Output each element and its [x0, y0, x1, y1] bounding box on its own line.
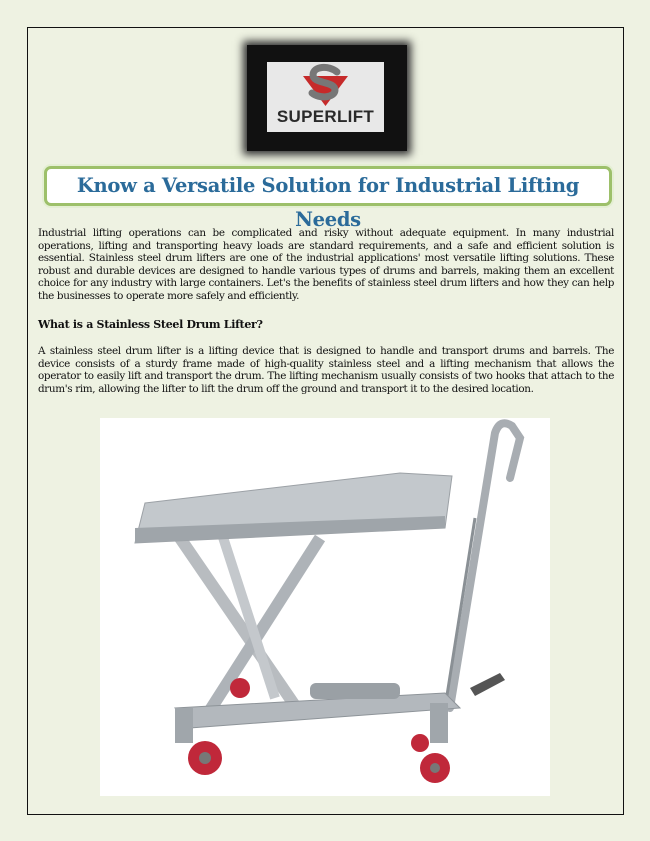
section-heading: What is a Stainless Steel Drum Lifter?	[38, 318, 263, 331]
intro-paragraph: Industrial lifting operations can be complicated and risky without adequate equipment. In many industrial operations, lifting and transporting heavy loads are standard requirements, and a safe and efficient solution is essential. Stainless steel drum lifters are one of the industrial applications' most versatile lifting solutions. These robust and durable devices are designed to handle various types of drums and barrels, making them an excellent choice for any industry with large containers. Let's the benefits of stainless steel drum lifters and how they can help the businesses to operate more safely and efficiently.	[38, 227, 614, 302]
logo-panel	[267, 62, 384, 132]
superlift-s-shield-logo-icon	[267, 62, 384, 112]
logo	[247, 45, 407, 151]
definition-paragraph: A stainless steel drum lifter is a lifting device that is designed to handle and transport drums and barrels. The device consists of a sturdy frame made of high-quality stainless steel and a lifting mechanism that allows the operator to easily lift and transport the drum. The lifting mechanism usually consists of two hooks that attach to the drum's rim, allowing the lifter to lift the drum off the ground and transport it to the desired location.	[38, 345, 614, 395]
lift-table-photo	[100, 418, 550, 796]
page-title: Know a Versatile Solution for Industrial Lifting Needs	[76, 174, 580, 231]
logo-text: SUPERLIFT	[276, 107, 375, 126]
title-box	[44, 166, 612, 231]
lift-table-illustration	[100, 418, 550, 796]
